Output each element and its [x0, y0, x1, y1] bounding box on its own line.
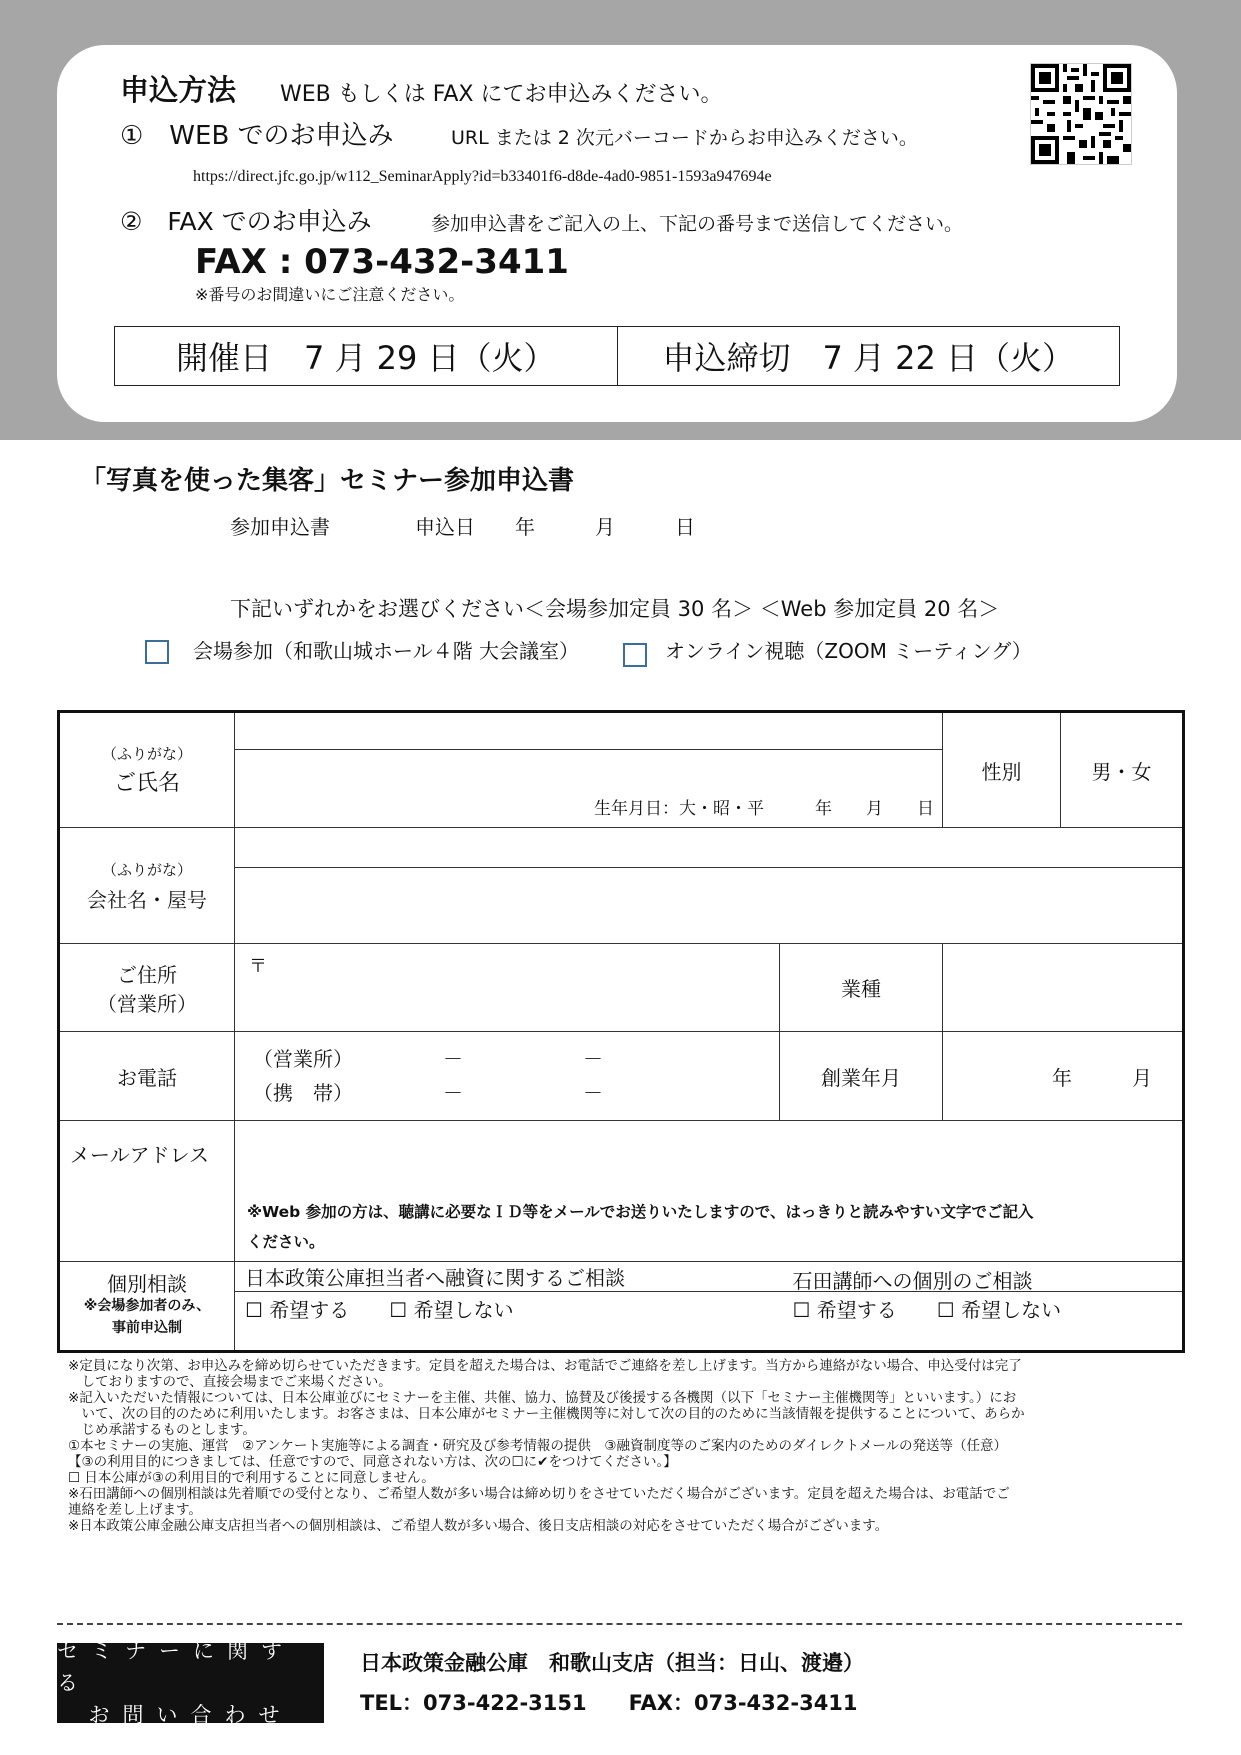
- note-line: ※石田講師への個別相談は先着順での受付となり、ご希望人数が多い場合は締め切りをさせていただく場合がございます。定員を超えた場合は、お電話でご: [68, 1486, 1010, 1502]
- name-field[interactable]: [235, 750, 943, 828]
- industry-label: 業種: [780, 944, 943, 1032]
- venue-checkbox[interactable]: [145, 640, 169, 664]
- apply-url[interactable]: https://direct.jfc.go.jp/w112_SeminarApply?id=b33401f6-d8de-4ad0-9851-1593a947694e: [193, 168, 772, 185]
- contact-box: [57, 1639, 324, 1727]
- email-label-cell: [59, 1121, 235, 1262]
- application-form-table: [57, 710, 1185, 1353]
- email-field[interactable]: [235, 1121, 1184, 1262]
- qr-code-icon[interactable]: [1030, 63, 1132, 165]
- note-line: 【③の利用目的につきましては、任意ですので、同意されない方は、次の☐に✔をつけてください。】: [68, 1454, 677, 1470]
- note-line: ※定員になり次第、お申込みを締め切らせていただきます。定員を超えた場合は、お電話でご連絡を差し上げます。当方から連絡がない場合、申込受付は完了: [68, 1358, 1022, 1374]
- consult-jfc-options[interactable]: ☐ 希望する ☐ 希望しない: [235, 1292, 943, 1352]
- fax-caution: ※番号のお間違いにご注意ください。: [195, 285, 465, 304]
- note-line: いて、次の目的のために利用いたします。お客さまは、日本公庫がセミナー主催機関等に対して次の目的のために当該情報を提供することについて、あらか: [68, 1406, 1025, 1422]
- consult-ishida-label: 石田講師への個別のご相談: [792, 1269, 1033, 1293]
- apply-heading: 申込方法: [120, 73, 237, 107]
- name-furigana-label: （ふりがな）: [101, 745, 192, 763]
- consult-ishida-label-cell: [792, 1262, 1184, 1293]
- company-label: 会社名・屋号: [87, 887, 207, 912]
- company-field[interactable]: [235, 868, 1184, 944]
- company-label-cell: [59, 828, 235, 944]
- fax-apply-note: 参加申込書をご記入の上、下記の番号まで送信してください。: [431, 213, 964, 235]
- postal-mark: 〒: [249, 956, 267, 977]
- company-furigana-field[interactable]: [235, 828, 1184, 868]
- phone-field[interactable]: [235, 1032, 780, 1121]
- cut-line: [57, 1623, 1182, 1625]
- address-office-label: （営業所）: [97, 991, 197, 1016]
- web-apply-note: URL または 2 次元バーコードからお申込みください。: [451, 127, 918, 149]
- company-furigana-label: （ふりがな）: [101, 860, 192, 879]
- note-line: ①本セミナーの実施、運営 ②アンケート実施等による調査・研究及び参考情報の提供 ③融資制度等のご案内のためのダイレクトメールの発送等（任意）: [68, 1438, 1008, 1454]
- email-note-line-2: ください。: [247, 1233, 325, 1251]
- contact-box-line-2: お問い合わせ: [88, 1703, 293, 1727]
- consult-label-cell: [59, 1262, 235, 1352]
- fax-apply-label: ② FAX でのお申込み: [120, 207, 372, 236]
- birthdate-field[interactable]: 生年月日：大・昭・平 年 月 日: [594, 799, 934, 819]
- consult-note-2: 事前申込制: [112, 1320, 182, 1336]
- note-line: 連絡を差し上げます。: [68, 1502, 202, 1518]
- notes-section: [68, 1358, 1178, 1534]
- consult-ishida-options[interactable]: ☐ 希望する ☐ 希望しない: [792, 1298, 1062, 1322]
- online-option-label: オンライン視聴（ZOOM ミーティング）: [665, 639, 1032, 663]
- consult-label: 個別相談: [107, 1272, 187, 1296]
- contact-phones: TEL：073-422-3151 FAX：073-432-3411: [360, 1691, 858, 1715]
- form-subtitle: 参加申込書: [230, 515, 330, 539]
- event-date: 開催日 7 月 29 日（火）: [175, 339, 556, 377]
- venue-option-label: 会場参加（和歌山城ホール４階 大会議室）: [193, 639, 579, 663]
- gender-label: 性別: [943, 712, 1061, 828]
- consult-note-1: ※会場参加者のみ、: [83, 1298, 211, 1314]
- address-label: ご住所: [117, 962, 177, 987]
- application-date[interactable]: 申込日 年 月 日: [415, 515, 695, 539]
- note-line: ※日本政策公庫金融公庫支店担当者への個別相談は、ご希望人数が多い場合、後日支店相談の対応をさせていただく場合がございます。: [68, 1518, 889, 1534]
- choose-instruction: 下記いずれかをお選びください＜会場参加定員 30 名＞ ＜Web 参加定員 20 名＞: [230, 597, 1000, 621]
- apply-heading-sub: WEB もしくは FAX にてお申込みください。: [280, 82, 723, 107]
- note-line: ※記入いただいた情報については、日本公庫並びにセミナーを主催、共催、協力、協賛及び後援する各機関（以下「セミナー主催機関等」といいます。）にお: [68, 1390, 1017, 1406]
- phone-office[interactable]: （営業所） － －: [253, 1047, 603, 1071]
- address-field[interactable]: [235, 944, 780, 1032]
- contact-org: 日本政策金融公庫 和歌山支店（担当：日山、渡邉）: [360, 1651, 864, 1675]
- founded-field[interactable]: 年 月: [943, 1032, 1184, 1121]
- email-label: メールアドレス: [70, 1143, 209, 1167]
- consult-ishida-options-cell[interactable]: [792, 1292, 1184, 1352]
- application-deadline: 申込締切 7 月 22 日（火）: [617, 327, 1120, 385]
- form-title: 「写真を使った集客」セミナー参加申込書: [80, 466, 575, 496]
- gender-value[interactable]: 男・女: [1061, 712, 1184, 828]
- industry-field[interactable]: [943, 944, 1184, 1032]
- date-box: [114, 326, 1120, 386]
- fax-number: FAX : 073-432-3411: [195, 242, 569, 282]
- note-line: じめ承諾するものとします。: [68, 1422, 256, 1438]
- name-label: ご氏名: [113, 771, 180, 796]
- consult-jfc-label: 日本政策公庫担当者へ融資に関するご相談: [235, 1262, 943, 1292]
- contact-box-line-1: セミナーに関する: [57, 1639, 295, 1695]
- note-line: ☐ 日本公庫が③の利用目的で利用することに同意しません。: [68, 1470, 435, 1486]
- email-note-line-1: ※Web 参加の方は、聴講に必要なＩＤ等をメールでお送りいたしますので、はっきりと読みやすい文字でご記入: [247, 1203, 1034, 1221]
- online-checkbox[interactable]: [623, 643, 647, 667]
- note-line: しておりますので、直接会場までご来場ください。: [68, 1374, 392, 1390]
- founded-label: 創業年月: [780, 1032, 943, 1121]
- name-label-cell: [59, 712, 235, 828]
- name-furigana-field[interactable]: [235, 712, 943, 750]
- address-label-cell: [59, 944, 235, 1032]
- phone-mobile[interactable]: （携 帯） － －: [253, 1081, 603, 1105]
- phone-label: お電話: [59, 1032, 235, 1121]
- web-apply-label: ① WEB でのお申込み: [120, 121, 394, 151]
